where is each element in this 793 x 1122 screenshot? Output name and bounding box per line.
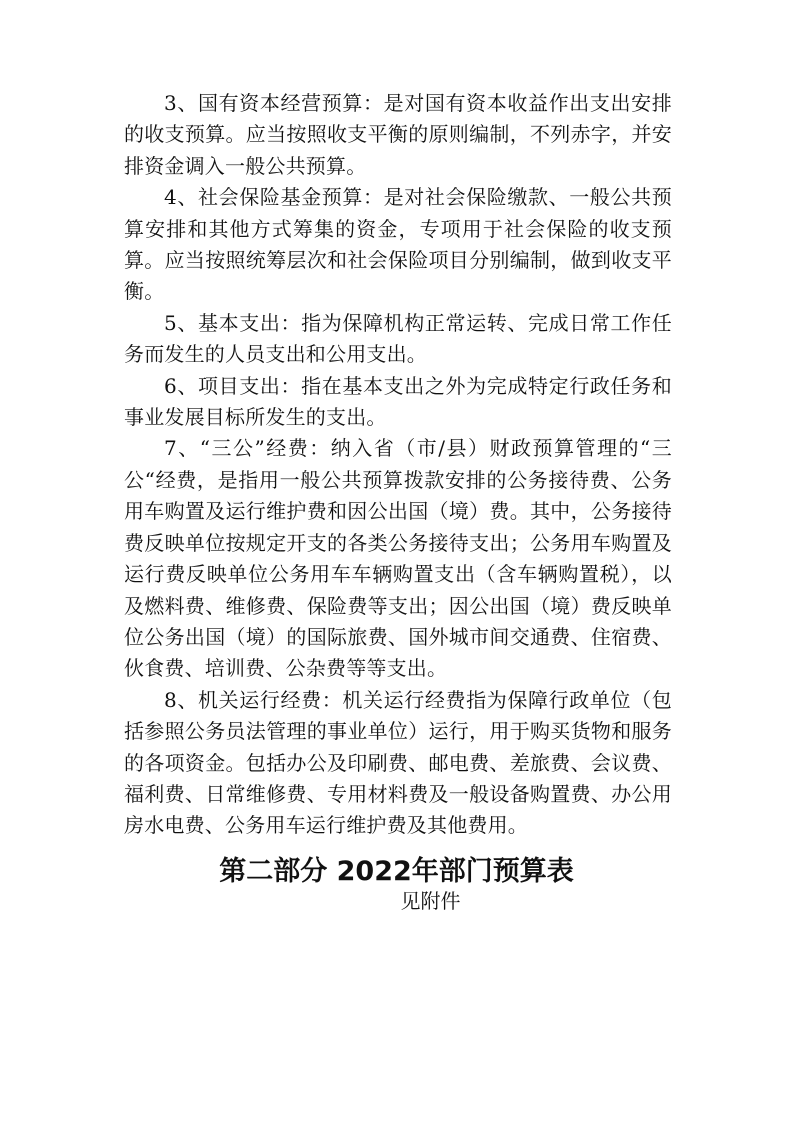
paragraph-basic-expenditure: 5、基本支出：指为保障机构正常运转、完成日常工作任务而发生的人员支出和公用支出。	[124, 310, 672, 367]
paragraph-state-capital-budget: 3、国有资本经营预算：是对国有资本收益作出支出安排的收支预算。应当按照收支平衡的原则编制，不列赤字，并安排资金调入一般公共预算。	[124, 91, 672, 178]
paragraph-three-public-expenses: 7、“三公”经费：纳入省（市/县）财政预算管理的“三公“经费，是指用一般公共预算拨款安排的公务接待费、公务用车购置及运行维护费和因公出国（境）费。其中，公务接待费反映单位按规定开支的各类公务接待支出；公务用车购置及运行费反映单位公务用车车辆购置支出（含车辆购置税），以及燃料费、维修费、保险费等支出；因公出国（境）费反映单位公务出国（境）的国际旅费、国外城市间交通费、住宿费、伙食费、培训费、公杂费等等支出。	[124, 436, 672, 681]
section-note: 见附件	[400, 889, 461, 913]
paragraph-agency-operating-expenses: 8、机关运行经费：机关运行经费指为保障行政单位（包括参照公务员法管理的事业单位）运行，用于购买货物和服务的各项资金。包括办公及印刷费、邮电费、差旅费、会议费、福利费、日常维修费、专用材料费及一般设备购置费、办公用房水电费、公务用车运行维护费及其他费用。	[124, 687, 672, 838]
document-body	[124, 88, 672, 842]
paragraph-project-expenditure: 6、项目支出：指在基本支出之外为完成特定行政任务和事业发展目标所发生的支出。	[124, 373, 672, 430]
paragraph-social-insurance-budget: 4、社会保险基金预算：是对社会保险缴款、一般公共预算安排和其他方式筹集的资金，专项用于社会保险的收支预算。应当按照统筹层次和社会保险项目分别编制，做到收支平衡。	[124, 185, 672, 304]
section-title: 第二部分 2022年部门预算表	[219, 856, 574, 887]
